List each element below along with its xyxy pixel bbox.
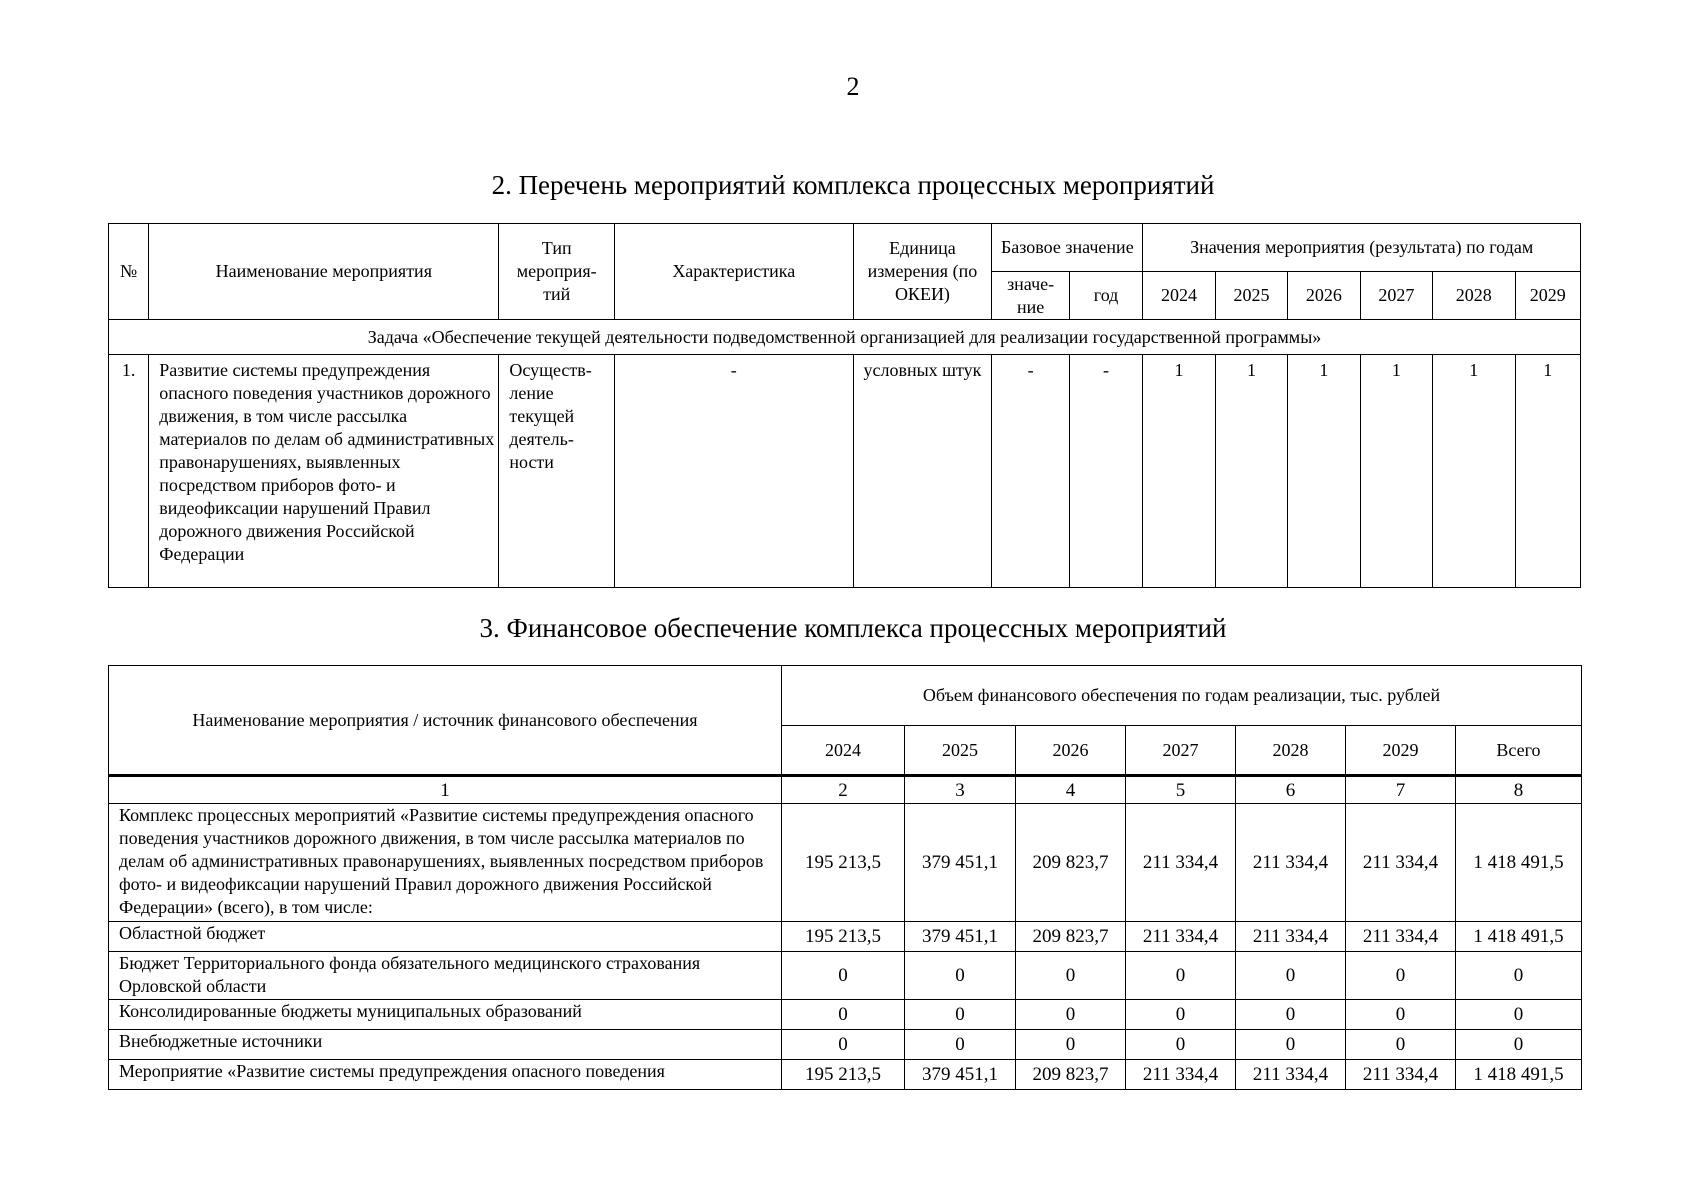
col-number: 2	[782, 776, 905, 804]
row-total: 1 418 491,5	[1456, 922, 1582, 952]
row-value: 0	[782, 1000, 905, 1030]
col-number: 6	[1236, 776, 1346, 804]
col-header-name: Наименование мероприятия	[149, 224, 499, 320]
row-value: 1	[1515, 355, 1580, 588]
task-row: Задача «Обеспечение текущей деятельности подведомственной организацией для реализации государственной программы»	[109, 320, 1581, 355]
col-header-year: 2025	[905, 726, 1016, 776]
page-number: 2	[846, 72, 860, 101]
row-value: 195 213,5	[782, 804, 905, 922]
col-number: 3	[905, 776, 1016, 804]
row-total: 1 418 491,5	[1456, 804, 1582, 922]
row-value: 1	[1433, 355, 1516, 588]
row-value: 0	[782, 1030, 905, 1060]
row-value: 211 334,4	[1236, 1060, 1346, 1090]
row-value: 0	[1126, 1000, 1236, 1030]
row-value: 0	[1236, 952, 1346, 1000]
row-value: 0	[1346, 952, 1456, 1000]
row-value: 211 334,4	[1346, 804, 1456, 922]
col-header-volume: Объем финансового обеспечения по годам реализации, тыс. рублей	[782, 666, 1582, 726]
col-header-base-year: год	[1069, 272, 1142, 320]
row-name: Консолидированные бюджеты муниципальных образований	[109, 1000, 782, 1030]
row-value: 1	[1360, 355, 1432, 588]
col-header-year: 2029	[1515, 272, 1580, 320]
table-row	[109, 1000, 1582, 1030]
row-num: 1.	[109, 355, 149, 588]
col-header-year: 2028	[1236, 726, 1346, 776]
col-header-year: 2024	[1143, 272, 1215, 320]
table-row	[109, 355, 1581, 588]
row-name: Областной бюджет	[109, 922, 782, 952]
col-header-values-by-year: Значения мероприятия (результата) по годам	[1143, 224, 1581, 272]
col-header-total: Всего	[1456, 726, 1582, 776]
row-value: 0	[1236, 1030, 1346, 1060]
row-value: 379 451,1	[905, 922, 1016, 952]
row-base-year: -	[1069, 355, 1142, 588]
col-number: 1	[109, 776, 782, 804]
row-name: Мероприятие «Развитие системы предупреждения опасного поведения	[109, 1060, 782, 1090]
row-value: 211 334,4	[1126, 804, 1236, 922]
row-value: 0	[1126, 1030, 1236, 1060]
row-value: 0	[1346, 1000, 1456, 1030]
row-value: 0	[905, 1030, 1016, 1060]
row-value: 211 334,4	[1126, 922, 1236, 952]
col-number: 4	[1016, 776, 1126, 804]
row-value: 0	[1236, 1000, 1346, 1030]
col-header-year: 2027	[1360, 272, 1432, 320]
row-value: 0	[1126, 952, 1236, 1000]
col-header-unit: Единица измерения (по ОКЕИ)	[853, 224, 992, 320]
row-total: 1 418 491,5	[1456, 1060, 1582, 1090]
table-row	[109, 1030, 1582, 1060]
table-row	[109, 952, 1582, 1000]
financing-table	[108, 665, 1582, 1090]
row-value: 211 334,4	[1236, 922, 1346, 952]
row-value: 195 213,5	[782, 922, 905, 952]
row-total: 0	[1456, 1030, 1582, 1060]
row-name: Внебюджетные источники	[109, 1030, 782, 1060]
col-header-year: 2024	[782, 726, 905, 776]
row-value: 211 334,4	[1126, 1060, 1236, 1090]
row-total: 0	[1456, 952, 1582, 1000]
row-value: 211 334,4	[1236, 804, 1346, 922]
row-value: 195 213,5	[782, 1060, 905, 1090]
row-base-value: -	[992, 355, 1069, 588]
row-total: 0	[1456, 1000, 1582, 1030]
col-number: 5	[1126, 776, 1236, 804]
table-row	[109, 922, 1582, 952]
row-name: Развитие системы предупреждения опасного поведения участников дорожного движения, в том числе рассылка материалов по делам об административных правонарушениях, выявленных посредством приборов фото- и видеофиксации нарушений Правил дорожного движения Российской Федерации	[149, 355, 499, 588]
table-row	[109, 804, 1582, 922]
row-value: 0	[1016, 952, 1126, 1000]
row-unit: условных штук	[853, 355, 992, 588]
row-value: 0	[905, 952, 1016, 1000]
col-number: 8	[1456, 776, 1582, 804]
row-name: Комплекс процессных мероприятий «Развитие системы предупреждения опасного поведения участников дорожного движения, в том числе рассылка материалов по делам об административных правонарушениях, выявленных посредством приборов фото- и видеофиксации нарушений Правил дорожного движения Российской Федерации» (всего), в том числе:	[109, 804, 782, 922]
row-value: 211 334,4	[1346, 1060, 1456, 1090]
row-value: 1	[1143, 355, 1215, 588]
row-value: 379 451,1	[905, 1060, 1016, 1090]
col-header-year: 2027	[1126, 726, 1236, 776]
table-row	[109, 1060, 1582, 1090]
row-value: 211 334,4	[1346, 922, 1456, 952]
col-header-base: Базовое значение	[992, 224, 1143, 272]
row-value: 0	[782, 952, 905, 1000]
col-header-year: 2026	[1016, 726, 1126, 776]
col-header-base-value: значе-ние	[992, 272, 1069, 320]
col-number: 7	[1346, 776, 1456, 804]
row-value: 209 823,7	[1016, 804, 1126, 922]
row-value: 209 823,7	[1016, 922, 1126, 952]
col-header-year: 2028	[1433, 272, 1516, 320]
row-value: 0	[905, 1000, 1016, 1030]
row-value: 0	[1016, 1000, 1126, 1030]
row-value: 1	[1215, 355, 1287, 588]
row-value: 209 823,7	[1016, 1060, 1126, 1090]
row-value: 0	[1346, 1030, 1456, 1060]
row-value: 1	[1288, 355, 1360, 588]
col-header-characteristic: Характеристика	[615, 224, 853, 320]
row-characteristic: -	[615, 355, 853, 588]
col-header-type: Тип мероприя-тий	[499, 224, 615, 320]
section-3-title: 3. Финансовое обеспечение комплекса процессных мероприятий	[479, 613, 1227, 643]
row-value: 379 451,1	[905, 804, 1016, 922]
col-header-name: Наименование мероприятия / источник финансового обеспечения	[109, 666, 782, 776]
row-name: Бюджет Территориального фонда обязательного медицинского страхования Орловской области	[109, 952, 782, 1000]
row-value: 0	[1016, 1030, 1126, 1060]
col-header-year: 2025	[1215, 272, 1287, 320]
col-header-num: №	[109, 224, 149, 320]
activities-table	[108, 223, 1581, 588]
col-header-year: 2026	[1288, 272, 1360, 320]
col-header-year: 2029	[1346, 726, 1456, 776]
row-type: Осуществ-ление текущей деятель-ности	[499, 355, 615, 588]
section-2-title: 2. Перечень мероприятий комплекса процессных мероприятий	[491, 170, 1215, 200]
